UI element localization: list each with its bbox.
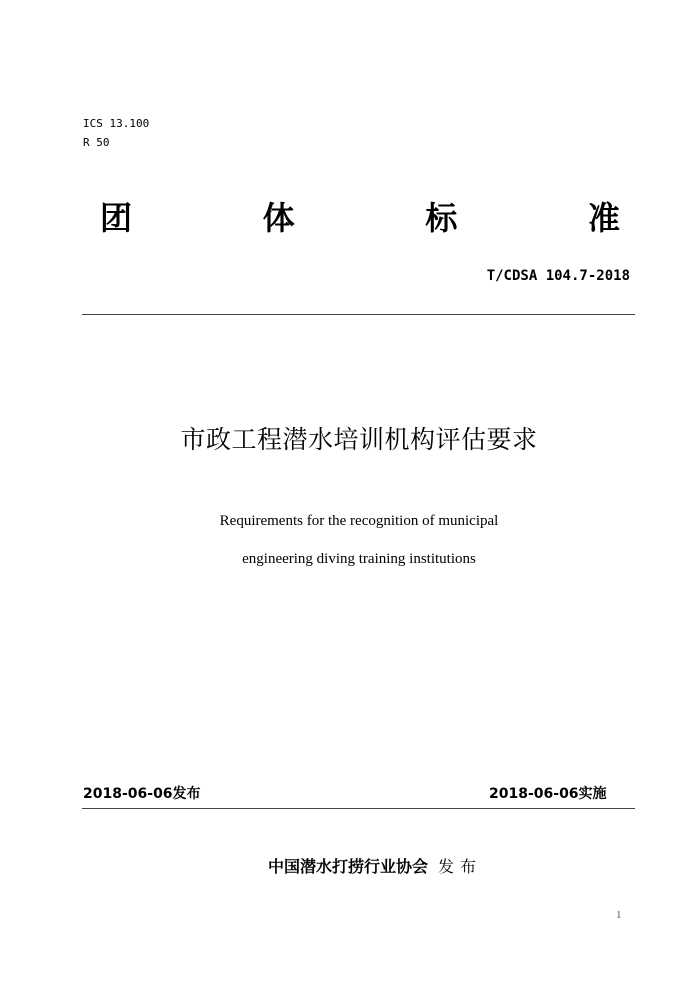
english-title-line-1: Requirements for the recognition of municipal — [219, 513, 499, 529]
top-divider — [82, 314, 635, 315]
ics-code: ICS 13.100 — [83, 117, 150, 130]
standard-category-heading — [100, 196, 620, 240]
page-number: 1 — [616, 909, 622, 921]
implementation-date: 2018-06-06实施 — [489, 786, 607, 802]
heading-char-2: 体 — [262, 199, 295, 237]
heading-char-1: 团 — [100, 199, 133, 237]
english-title-line-2: engineering diving training institutions — [242, 551, 476, 567]
publisher-action: 发布 — [438, 857, 483, 876]
standard-number: T/CDSA 104.7-2018 — [486, 268, 630, 284]
publisher-line — [0, 854, 700, 877]
heading-char-3: 标 — [425, 199, 458, 237]
release-date: 2018-06-06发布 — [83, 786, 201, 802]
publisher-organization: 中国潜水打捞行业协会 — [267, 857, 428, 876]
heading-char-4: 准 — [587, 199, 620, 237]
ccs-code: R 50 — [83, 136, 110, 149]
chinese-title: 市政工程潜水培训机构评估要求 — [180, 425, 538, 454]
bottom-divider — [82, 808, 635, 809]
classification-codes — [83, 114, 149, 152]
